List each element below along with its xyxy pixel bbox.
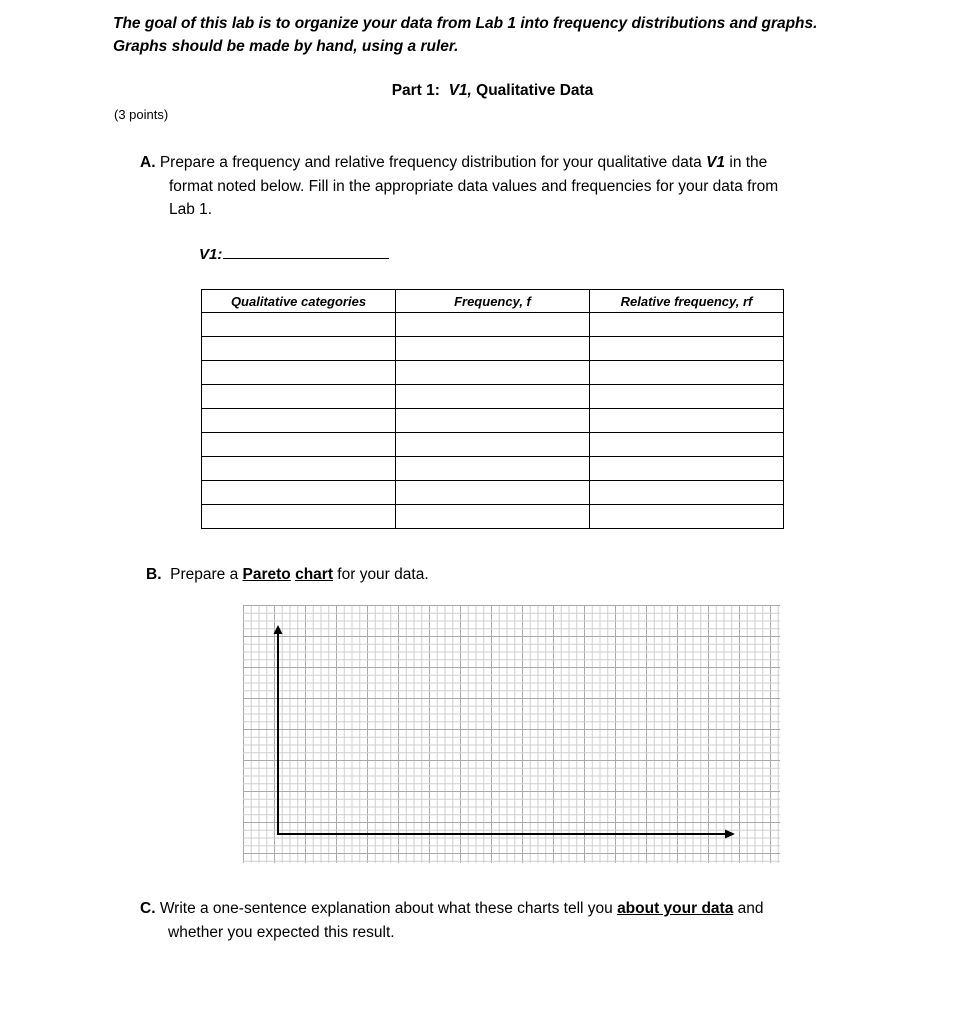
table-cell[interactable] — [590, 337, 784, 361]
table-cell[interactable] — [396, 313, 590, 337]
table-row — [202, 433, 784, 457]
table-cell[interactable] — [590, 433, 784, 457]
table-row — [202, 457, 784, 481]
header-frequency: Frequency, f — [396, 290, 590, 313]
table-cell[interactable] — [590, 505, 784, 529]
intro-line-1: The goal of this lab is to organize your data from Lab 1 into frequency distributions and graphs. — [113, 15, 818, 32]
table-cell[interactable] — [202, 337, 396, 361]
v1-field — [199, 244, 389, 263]
question-b-pareto: Pareto — [242, 566, 291, 583]
table-cell[interactable] — [590, 385, 784, 409]
table-cell[interactable] — [202, 361, 396, 385]
question-a-line2: format noted below. Fill in the appropriate data values and frequencies for your data from — [169, 177, 779, 195]
question-b-pre: Prepare a — [170, 566, 239, 583]
table-cell[interactable] — [202, 481, 396, 505]
question-b-letter: B. — [146, 566, 162, 583]
question-a-line3: Lab 1. — [169, 201, 213, 218]
question-b-post: for your data. — [337, 566, 429, 583]
table-cell[interactable] — [396, 337, 590, 361]
question-a-variable: V1 — [706, 154, 726, 171]
question-b-chart: chart — [295, 566, 333, 583]
question-c-pre: Write a one-sentence explanation about what these charts tell you — [159, 900, 613, 917]
table-cell[interactable] — [590, 409, 784, 433]
table-cell[interactable] — [590, 457, 784, 481]
v1-blank-line[interactable] — [223, 244, 389, 259]
table-cell[interactable] — [202, 409, 396, 433]
table-header-row — [202, 290, 784, 313]
points-label: (3 points) — [114, 107, 169, 122]
question-c-emph: about your data — [617, 900, 734, 917]
header-qualitative-categories: Qualitative categories — [202, 290, 396, 313]
table-cell[interactable] — [202, 385, 396, 409]
question-c-line2: whether you expected this result. — [168, 924, 395, 941]
part-variable: V1, — [448, 82, 472, 99]
table-row — [202, 313, 784, 337]
v1-colon: : — [217, 246, 223, 263]
table-cell[interactable] — [396, 433, 590, 457]
table-cell[interactable] — [590, 481, 784, 505]
question-a-letter: A. — [140, 154, 156, 171]
part-rest: Qualitative Data — [476, 82, 594, 99]
table-cell[interactable] — [396, 385, 590, 409]
question-c-letter: C. — [140, 900, 156, 917]
table-cell[interactable] — [396, 505, 590, 529]
table-row — [202, 385, 784, 409]
question-a-line1-pre: Prepare a frequency and relative frequency distribution for your qualitative data — [159, 154, 702, 171]
frequency-table — [201, 289, 784, 529]
intro-text — [113, 12, 913, 58]
table-row — [202, 481, 784, 505]
table-row — [202, 409, 784, 433]
table-row — [202, 337, 784, 361]
table-cell[interactable] — [202, 505, 396, 529]
table-cell[interactable] — [202, 457, 396, 481]
graph-grid — [243, 605, 780, 863]
header-relative-frequency: Relative frequency, rf — [590, 290, 784, 313]
part-title — [0, 82, 955, 100]
table-cell[interactable] — [396, 361, 590, 385]
question-a-line1-post: in the — [729, 154, 768, 171]
intro-line-2: Graphs should be made by hand, using a ruler. — [113, 38, 459, 55]
table-cell[interactable] — [396, 457, 590, 481]
table-row — [202, 505, 784, 529]
table-row — [202, 361, 784, 385]
table-body — [202, 313, 784, 529]
question-a — [140, 151, 880, 222]
table-cell[interactable] — [396, 481, 590, 505]
table-cell[interactable] — [202, 313, 396, 337]
table-cell[interactable] — [590, 313, 784, 337]
question-b — [146, 566, 429, 584]
table-cell[interactable] — [202, 433, 396, 457]
v1-label: V1 — [199, 246, 218, 263]
x-axis-arrow-icon — [725, 830, 735, 839]
pareto-graph-paper[interactable] — [243, 605, 780, 863]
question-c-post: and — [737, 900, 764, 917]
table-cell[interactable] — [396, 409, 590, 433]
table-cell[interactable] — [590, 361, 784, 385]
question-c — [140, 897, 860, 945]
part-label: Part 1: — [391, 82, 440, 99]
